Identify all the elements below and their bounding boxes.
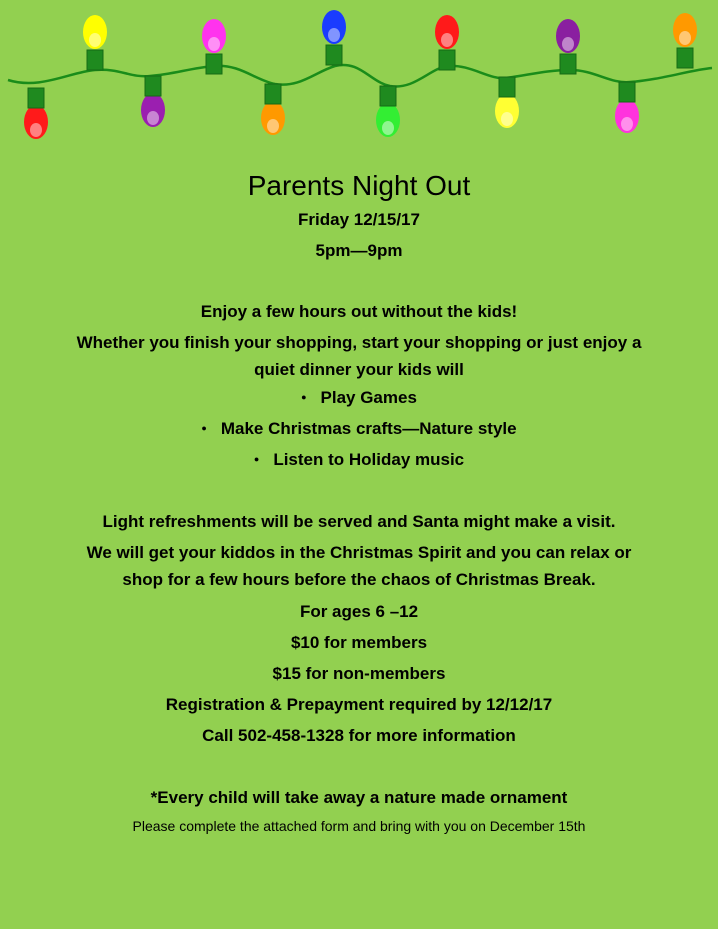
bullet-icon: ● [253, 454, 260, 464]
activity-item: ● Play Games [301, 388, 417, 407]
light-bulb [495, 77, 519, 128]
activity-item: ● Make Christmas crafts—Nature style [201, 419, 517, 438]
price-members: $10 for members [290, 633, 428, 652]
light-bulb [673, 13, 697, 68]
ages-text: For ages 6 –12 [299, 602, 419, 621]
activities-list [0, 382, 718, 475]
bullet-icon: ● [201, 423, 207, 433]
event-time: 5pm—9pm [315, 241, 403, 260]
form-note: Please complete the attached form and bring with you on December 15th [132, 818, 586, 834]
light-bulb [435, 15, 459, 70]
light-bulb [261, 84, 285, 135]
registration-text: Registration & Prepayment required by 12/12/17 [165, 695, 553, 714]
flyer-content [0, 168, 718, 837]
light-bulb [556, 19, 580, 74]
flyer-title: Parents Night Out [247, 170, 471, 201]
spirit-text-line-1: We will get your kiddos in the Christmas Spirit and you can relax or [86, 543, 632, 562]
light-bulb [322, 10, 346, 65]
lead-text-line-2: quiet dinner your kids will [254, 360, 464, 379]
lead-text-line-1: Whether you finish your shopping, start your shopping or just enjoy a [76, 333, 642, 352]
contact-text: Call 502-458-1328 for more information [202, 726, 516, 745]
ornament-text: *Every child will take away a nature made ornament [150, 788, 568, 807]
light-bulb [376, 86, 400, 137]
price-nonmembers: $15 for non-members [272, 664, 446, 683]
christmas-lights-illustration [0, 0, 718, 150]
activity-item: ● Listen to Holiday music [253, 450, 465, 469]
light-bulb [83, 15, 107, 70]
spirit-text-line-2: shop for a few hours before the chaos of Christmas Break. [122, 570, 596, 589]
light-bulb [615, 82, 639, 133]
refreshments-text: Light refreshments will be served and Santa might make a visit. [102, 512, 616, 531]
light-bulb [24, 88, 48, 139]
intro-text: Enjoy a few hours out without the kids! [200, 302, 518, 321]
bullet-icon: ● [301, 392, 307, 402]
event-date: Friday 12/15/17 [298, 210, 420, 229]
light-string-wire [8, 65, 712, 87]
light-bulb [202, 19, 226, 74]
light-bulb [141, 76, 165, 127]
